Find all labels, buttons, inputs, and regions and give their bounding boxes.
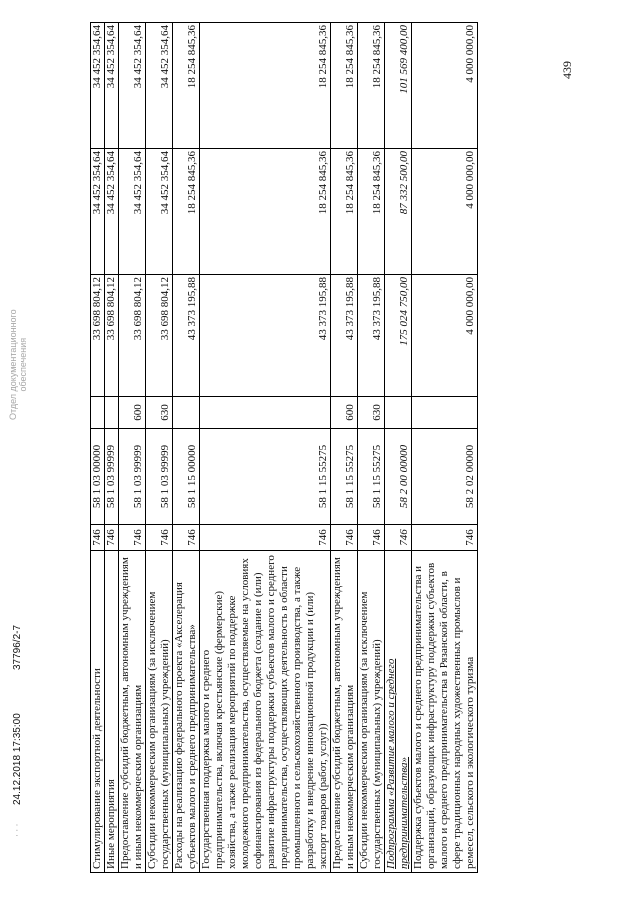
row-expense-type: 630 (146, 397, 173, 429)
row-value-1: 43 373 195,88 (200, 275, 331, 397)
table-row (173, 23, 200, 873)
table-body (91, 23, 478, 873)
row-value-2: 18 254 845,36 (331, 149, 358, 275)
row-ministry-code: 746 (331, 525, 358, 551)
table-row (91, 23, 105, 873)
row-value-3: 18 254 845,36 (173, 23, 200, 149)
table-row (412, 23, 478, 873)
row-name: Субсидии некоммерческим организациям (за исключением государственных (муниципальных) учреждений) (146, 551, 173, 873)
row-value-1: 175 024 750,00 (385, 275, 412, 397)
row-value-3: 34 452 354,64 (119, 23, 146, 149)
row-name: Предоставление субсидий бюджетным, автономным учреждениям и иным некоммерческим организациям (119, 551, 146, 873)
row-name: Предоставление субсидий бюджетным, автономным учреждениям и иным некоммерческим организациям (331, 551, 358, 873)
row-value-3: 34 452 354,64 (146, 23, 173, 149)
row-name: Субсидии некоммерческим организациям (за исключением государственных (муниципальных) учреждений) (358, 551, 385, 873)
table-row (105, 23, 119, 873)
row-value-1: 33 698 804,12 (105, 275, 119, 397)
row-expense-type (105, 397, 119, 429)
row-value-2: 18 254 845,36 (358, 149, 385, 275)
stamp-line-2: обеспечения (18, 337, 28, 392)
row-classifier: 58 1 15 55275 (331, 429, 358, 525)
table-row (385, 23, 412, 873)
row-ministry-code: 746 (146, 525, 173, 551)
row-ministry-code: 746 (105, 525, 119, 551)
row-value-1: 43 373 195,88 (331, 275, 358, 397)
row-value-1: 33 698 804,12 (91, 275, 105, 397)
row-value-1: 33 698 804,12 (146, 275, 173, 397)
page-number: 439 (560, 61, 574, 79)
row-value-3: 101 569 400,00 (385, 23, 412, 149)
table-row (331, 23, 358, 873)
row-name: Подпрограмма «Развитие малого и среднего предпринимательства» (385, 551, 412, 873)
row-ministry-code: 746 (385, 525, 412, 551)
row-name: Поддержка субъектов малого и среднего предпринимательства и организаций, образующих инфраструктуру поддержки субъектов малого и среднего предпринимательства в Рязанской области, в сфере традиционных народных художественных промыслов и ремесел, сельского и экологического туризма (412, 551, 478, 873)
row-value-1: 43 373 195,88 (173, 275, 200, 397)
row-name: Расходы на реализацию федерального проекта «Акселерация субъектов малого и среднего предпринимательства» (173, 551, 200, 873)
row-value-1: 33 698 804,12 (119, 275, 146, 397)
row-value-2: 18 254 845,36 (173, 149, 200, 275)
row-ministry-code: 746 (91, 525, 105, 551)
row-ministry-code: 746 (119, 525, 146, 551)
row-name: Государственная поддержка малого и среднего предпринимательства, включая крестьянские (фермерские) хозяйства, а также реализация мероприятий по поддержке молодежного предпринимательства, осуществляемые на условиях софинансирования из федерального бюджета (создание и (или) развитие инфраструктуры поддержки субъектов малого и среднего предпринимательства, осуществляющих деятельность в области промышленного и сельскохозяйственного производства, а также разработку и внедрение инновационной продукции и (или) экспорт товаров (работ, услуг)) (200, 551, 331, 873)
row-value-2: 4 000 000,00 (412, 149, 478, 275)
row-expense-type (200, 397, 331, 429)
row-value-3: 18 254 845,36 (331, 23, 358, 149)
row-value-2: 18 254 845,36 (200, 149, 331, 275)
row-value-3: 34 452 354,64 (91, 23, 105, 149)
stamp-line-1: Отдел документационного (8, 309, 18, 420)
row-expense-type (173, 397, 200, 429)
row-ministry-code: 746 (358, 525, 385, 551)
row-name: Стимулирование экспортной деятельности (91, 551, 105, 873)
row-classifier: 58 1 03 99999 (105, 429, 119, 525)
row-expense-type: 630 (358, 397, 385, 429)
row-value-3: 18 254 845,36 (358, 23, 385, 149)
row-classifier: 58 1 03 99999 (146, 429, 173, 525)
row-value-1: 4 000 000,00 (412, 275, 478, 397)
row-classifier: 58 1 15 55275 (358, 429, 385, 525)
row-value-2: 87 332 500,00 (385, 149, 412, 275)
row-expense-type: 600 (331, 397, 358, 429)
row-expense-type (91, 397, 105, 429)
row-expense-type (412, 397, 478, 429)
row-classifier: 58 2 02 00000 (412, 429, 478, 525)
row-value-2: 34 452 354,64 (119, 149, 146, 275)
row-value-3: 18 254 845,36 (200, 23, 331, 149)
row-ministry-code: 746 (173, 525, 200, 551)
row-value-3: 4 000 000,00 (412, 23, 478, 149)
row-classifier: 58 1 03 99999 (119, 429, 146, 525)
row-expense-type: 600 (119, 397, 146, 429)
row-value-3: 34 452 354,64 (105, 23, 119, 149)
footer-doc-id: 37796/2-7 (12, 624, 23, 670)
table-row (358, 23, 385, 873)
row-value-1: 43 373 195,88 (358, 275, 385, 397)
table-row (119, 23, 146, 873)
row-value-2: 34 452 354,64 (146, 149, 173, 275)
row-ministry-code: 746 (200, 525, 331, 551)
row-value-2: 34 452 354,64 (105, 149, 119, 275)
table-row (200, 23, 331, 873)
footer-dots: · · · (12, 823, 22, 837)
table-row (146, 23, 173, 873)
row-value-2: 34 452 354,64 (91, 149, 105, 275)
row-name: Иные мероприятия (105, 551, 119, 873)
row-classifier: 58 1 15 00000 (173, 429, 200, 525)
budget-table (90, 22, 478, 873)
footer-timestamp: 24.12.2018 17:35:00 (12, 713, 23, 805)
registration-stamp (8, 309, 28, 420)
row-ministry-code: 746 (412, 525, 478, 551)
row-classifier: 58 1 03 00000 (91, 429, 105, 525)
row-expense-type (385, 397, 412, 429)
row-classifier: 58 1 15 55275 (200, 429, 331, 525)
row-classifier: 58 2 00 00000 (385, 429, 412, 525)
